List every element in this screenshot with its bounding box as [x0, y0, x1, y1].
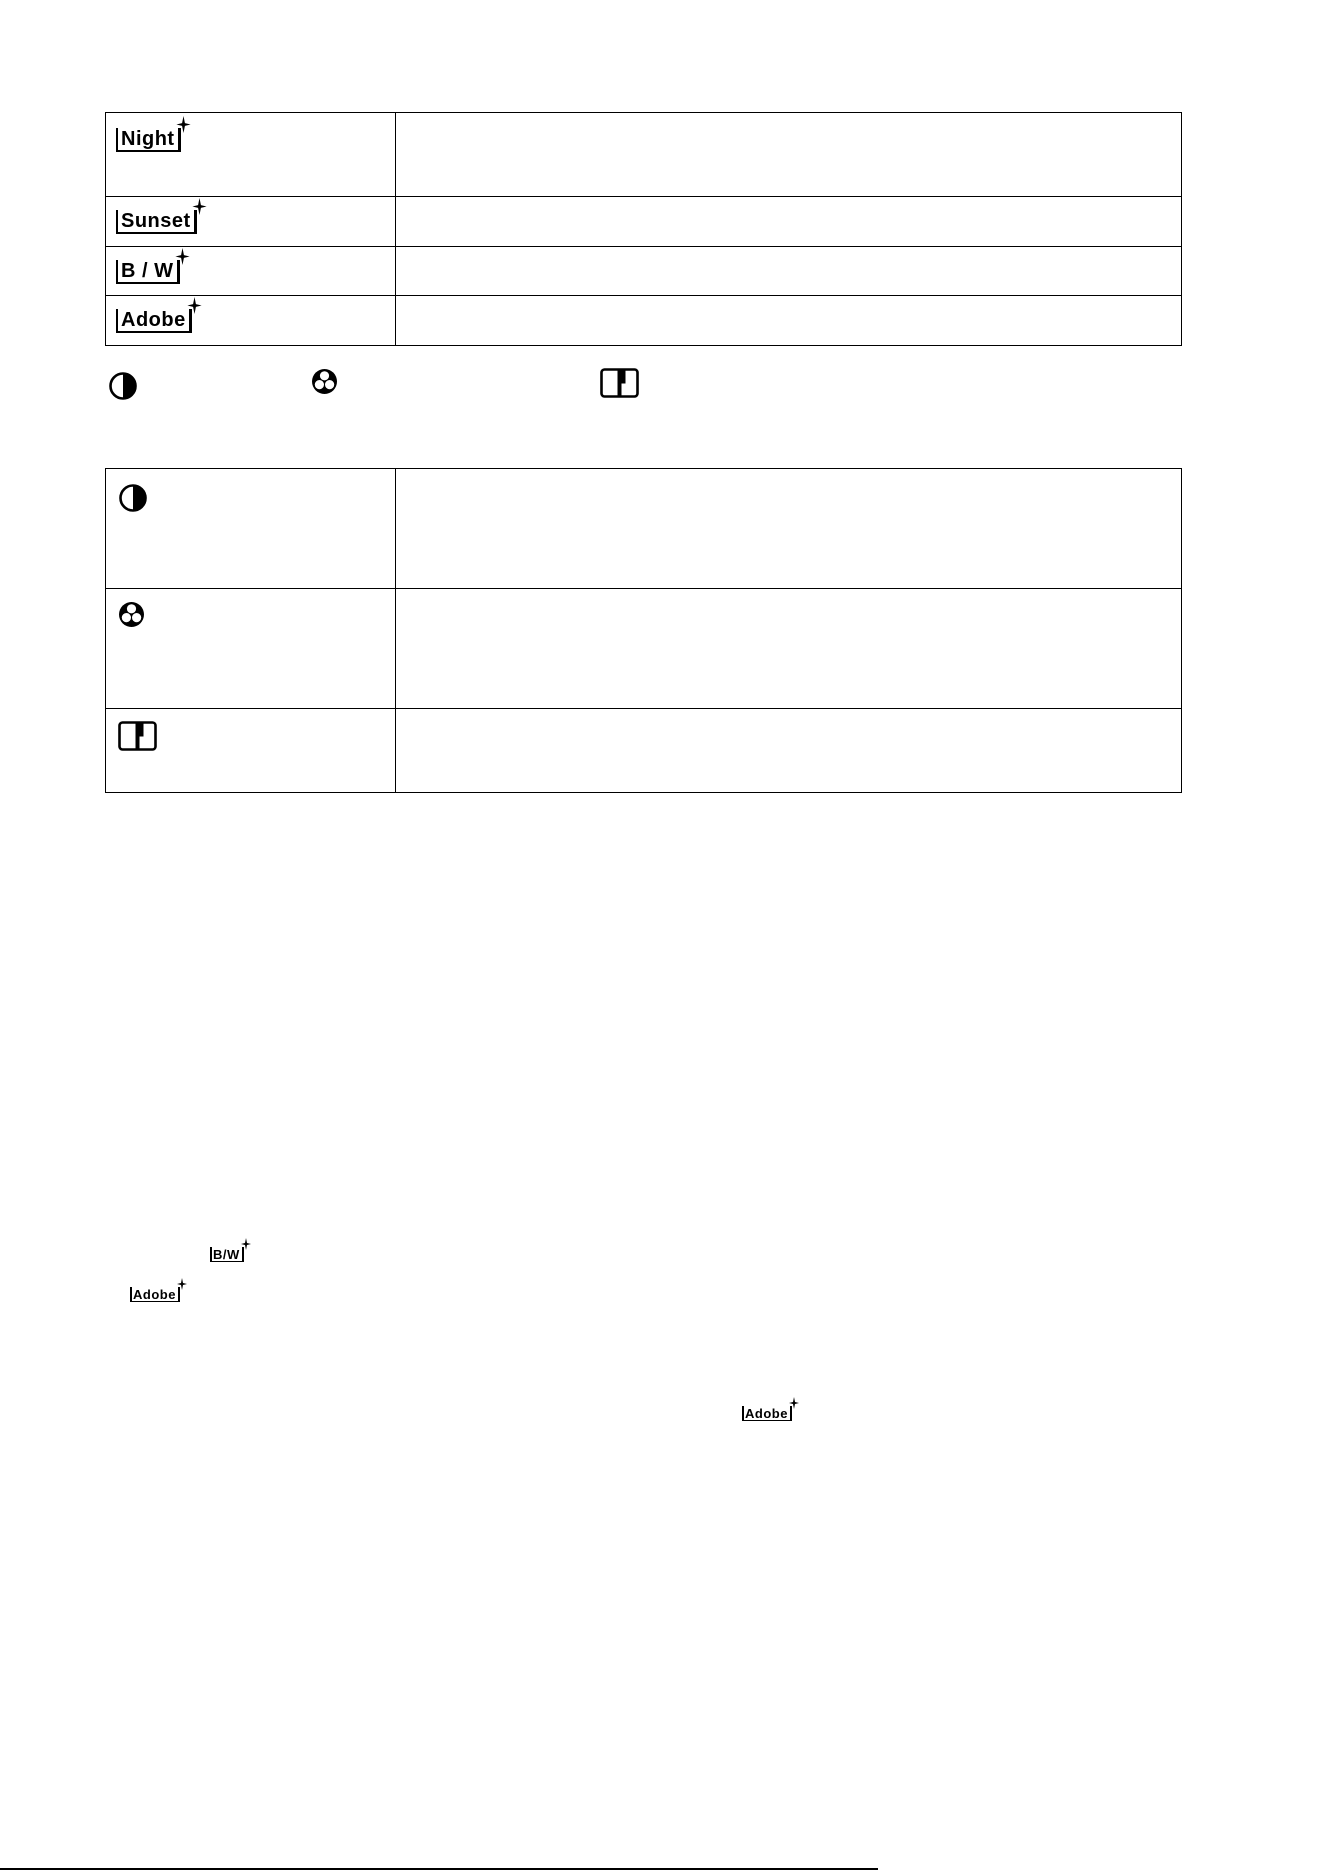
night-mode-badge: Night [116, 127, 181, 152]
split-frame-icon [600, 368, 639, 398]
bw-mode-badge: B / W [116, 259, 180, 284]
table-row [106, 469, 1182, 589]
sparkle-icon [176, 116, 191, 133]
adobe-inline-badge: Adobe [742, 1405, 792, 1423]
sunset-mode-badge: Sunset [116, 209, 197, 234]
sparkle-icon [177, 1278, 187, 1290]
picture-mode-table [105, 112, 1182, 346]
sparkle-icon [187, 297, 202, 314]
three-dots-circle-icon [118, 601, 145, 628]
three-dots-circle-icon [311, 368, 338, 395]
sparkle-icon [789, 1397, 799, 1409]
bw-inline-badge: B/W [210, 1246, 244, 1264]
half-circle-icon [108, 371, 138, 401]
picture-adjust-table [105, 468, 1182, 793]
footer-rule [0, 1868, 878, 1870]
icon-legend-color [311, 368, 338, 400]
table-row [106, 296, 1182, 346]
table-row [106, 113, 1182, 197]
sparkle-icon [192, 198, 207, 215]
adobe-mode-badge: Adobe [116, 308, 192, 333]
adobe-inline-badge: Adobe [130, 1286, 180, 1304]
sparkle-icon [175, 248, 190, 265]
sparkle-icon [241, 1238, 251, 1250]
table-row [106, 247, 1182, 296]
table-row [106, 197, 1182, 247]
icon-legend-sharpness [600, 368, 639, 403]
table-row [106, 589, 1182, 709]
icon-legend-contrast [108, 371, 138, 406]
half-circle-icon [118, 483, 148, 513]
split-frame-icon [118, 721, 157, 751]
table-row [106, 709, 1182, 793]
